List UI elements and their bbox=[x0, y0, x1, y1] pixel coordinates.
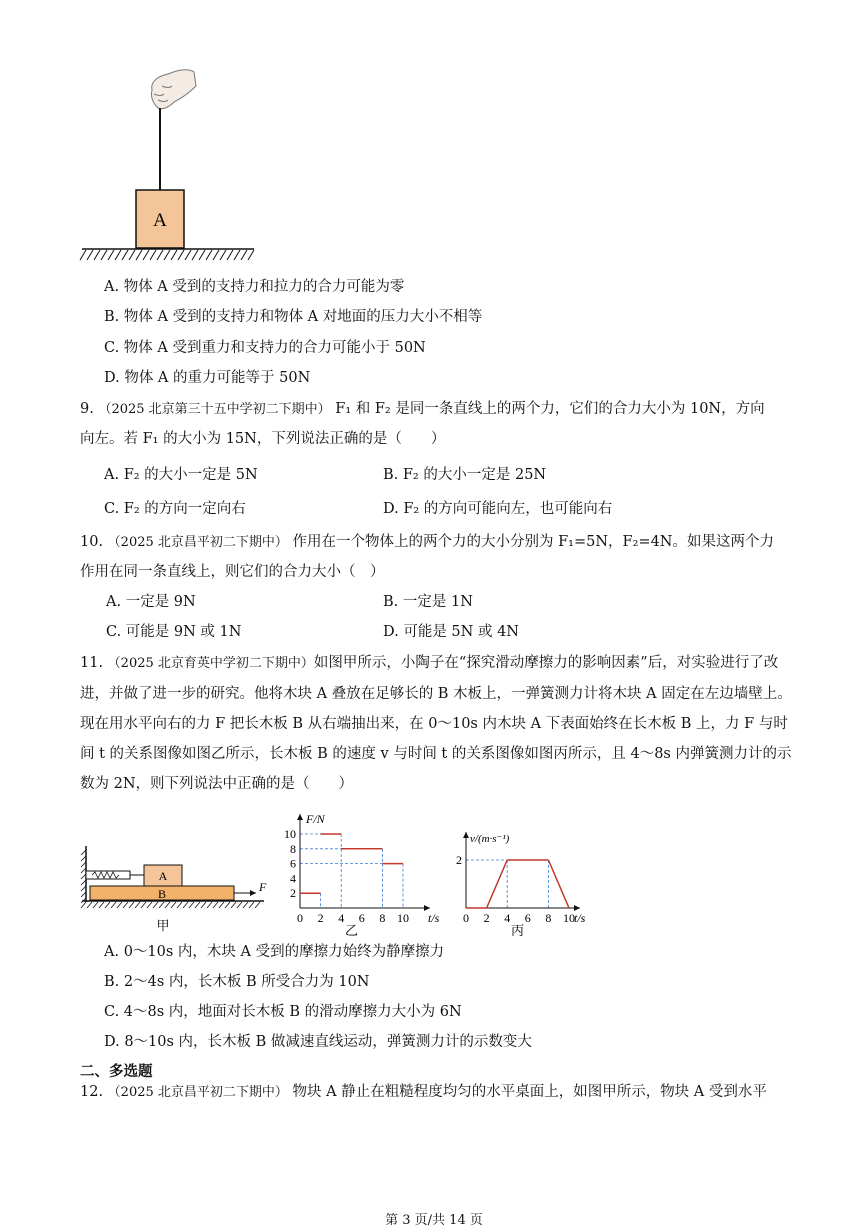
ground-hatch-line bbox=[81, 902, 86, 908]
q12-number: 12. bbox=[80, 1084, 104, 1100]
ground-hatch-line bbox=[225, 902, 230, 908]
hatch-line bbox=[206, 250, 212, 260]
q9-option-b: B. F₂ 的大小一定是 25N bbox=[383, 467, 547, 483]
q11-number: 11. bbox=[80, 655, 104, 671]
ground-hatch-line bbox=[129, 902, 134, 908]
ground-hatch-line bbox=[141, 902, 146, 908]
q9-line1 bbox=[80, 399, 765, 420]
fig-jia-caption: 甲 bbox=[156, 918, 170, 933]
velocity-segment bbox=[487, 860, 508, 908]
ground-hatch-line bbox=[201, 902, 206, 908]
hatch-line bbox=[234, 250, 240, 260]
q9-number: 9. bbox=[80, 401, 94, 417]
ground-hatch-line bbox=[153, 902, 158, 908]
figure-jia bbox=[80, 840, 270, 936]
chart-caption: 丙 bbox=[510, 923, 525, 936]
ground-hatch-line bbox=[213, 902, 218, 908]
block-a-label: A bbox=[153, 210, 167, 231]
hatch-line bbox=[220, 250, 226, 260]
q12-source: （2025 北京昌平初二下期中） bbox=[107, 1085, 288, 1100]
y-tick-label: 10 bbox=[284, 827, 296, 841]
ground-hatch-line bbox=[93, 902, 98, 908]
x-tick-label: 6 bbox=[524, 911, 531, 925]
ground-hatch-line bbox=[135, 902, 140, 908]
ground-hatch-line bbox=[255, 902, 260, 908]
chart-caption: 乙 bbox=[344, 923, 359, 936]
hatch-line bbox=[101, 250, 107, 260]
ground-hatch-line bbox=[177, 902, 182, 908]
x-tick-label: 8 bbox=[545, 911, 552, 925]
q8-option-d: D. 物体 A 的重力可能等于 50N bbox=[104, 370, 311, 386]
ground-hatch-line bbox=[207, 902, 212, 908]
hatch-line bbox=[129, 250, 135, 260]
ground-hatch-line bbox=[219, 902, 224, 908]
ground-hatch-line bbox=[99, 902, 104, 908]
hatch-line bbox=[171, 250, 177, 260]
ground-hatch-line bbox=[195, 902, 200, 908]
ground-hatch-line bbox=[189, 902, 194, 908]
board-b-label: B bbox=[157, 887, 167, 901]
hatch-line bbox=[164, 250, 170, 260]
hand-illustration bbox=[151, 70, 196, 109]
q10-option-d: D. 可能是 5N 或 4N bbox=[383, 624, 519, 640]
q9-line2: 向左。若 F₁ 的大小为 15N，下列说法正确的是（ ） bbox=[80, 431, 446, 447]
hatch-line bbox=[178, 250, 184, 260]
x-tick-label: 6 bbox=[358, 911, 365, 925]
x-tick-label: 2 bbox=[317, 911, 324, 925]
q11-option-b: B. 2～4s 内，长木板 B 所受合力为 10N bbox=[104, 974, 370, 990]
ground-hatch-line bbox=[249, 902, 254, 908]
x-tick-label: 0 bbox=[297, 911, 303, 925]
q11-option-a: A. 0～10s 内，木块 A 受到的摩擦力始终为静摩擦力 bbox=[104, 944, 445, 960]
ground-hatch-line bbox=[165, 902, 170, 908]
hatch-line bbox=[122, 250, 128, 260]
hatch-line bbox=[227, 250, 233, 260]
ground-hatch-line bbox=[237, 902, 242, 908]
hatch-line bbox=[143, 250, 149, 260]
q8-option-c: C. 物体 A 受到重力和支持力的合力可能小于 50N bbox=[104, 340, 426, 356]
hatch-line bbox=[150, 250, 156, 260]
ground-hatch-line bbox=[243, 902, 248, 908]
hatch-line bbox=[199, 250, 205, 260]
y-axis-arrow bbox=[297, 814, 303, 820]
ground-hatch-line bbox=[147, 902, 152, 908]
force-arrowhead bbox=[250, 890, 256, 896]
hatch-line bbox=[115, 250, 121, 260]
q10-stem: 作用在一个物体上的两个力的大小分别为 F₁=5N，F₂=4N。如果这两个力 bbox=[292, 534, 774, 550]
ground-hatch-line bbox=[117, 902, 122, 908]
q10-line1 bbox=[80, 532, 774, 553]
y-tick-label: 6 bbox=[290, 856, 296, 871]
y-tick-label: 2 bbox=[290, 886, 296, 901]
q9-option-d: D. F₂ 的方向可能向左，也可能向右 bbox=[383, 501, 613, 517]
q11-stem bbox=[80, 648, 796, 799]
q10-option-a: A. 一定是 9N bbox=[106, 594, 196, 610]
jia-ground-hatch bbox=[81, 902, 260, 908]
hatch-line bbox=[87, 250, 93, 260]
ground-hatch bbox=[80, 250, 254, 260]
chart-yi bbox=[280, 808, 445, 936]
y-axis-label: v/(m·s⁻¹) bbox=[470, 833, 510, 845]
x-tick-label: 4 bbox=[504, 911, 511, 925]
x-tick-label: 10 bbox=[397, 911, 409, 925]
q9-source: （2025 北京第三十五中学初二下期中） bbox=[98, 402, 331, 417]
q11-source: （2025 北京育英中学初二下期中） bbox=[107, 656, 314, 671]
hatch-line bbox=[136, 250, 142, 260]
x-axis-label: t/s bbox=[574, 911, 586, 925]
hatch-line bbox=[192, 250, 198, 260]
y-tick-label: 2 bbox=[456, 853, 462, 867]
hatch-line bbox=[94, 250, 100, 260]
q9-option-c: C. F₂ 的方向一定向右 bbox=[104, 501, 246, 517]
block-a-jia-label: A bbox=[158, 869, 168, 883]
q12-line1 bbox=[80, 1082, 767, 1103]
figure-hand-block bbox=[78, 64, 258, 270]
q11-option-d: D. 8～10s 内，长木板 B 做减速直线运动，弹簧测力计的示数变大 bbox=[104, 1034, 532, 1050]
hatch-line bbox=[213, 250, 219, 260]
ground-hatch-line bbox=[111, 902, 116, 908]
hatch-line bbox=[248, 250, 254, 260]
q8-option-b: B. 物体 A 受到的支持力和物体 A 对地面的压力大小不相等 bbox=[104, 309, 483, 325]
y-tick-label: 4 bbox=[290, 871, 296, 886]
hatch-line bbox=[241, 250, 247, 260]
spring-scale bbox=[86, 871, 130, 879]
q10-line2: 作用在同一条直线上，则它们的合力大小（ ） bbox=[80, 564, 385, 580]
q9-option-a: A. F₂ 的大小一定是 5N bbox=[104, 467, 258, 483]
q11-text: 如图甲所示，小陶子在“探究滑动摩擦力的影响因素”后，对实验进行了改进，并做了进一步的研究。他将木块 A 叠放在足够长的 B 木板上，一弹簧测力计将木块 A 固定在左边墙壁上。现在用水平向右的力 F 把长木板 B 从右端抽出来，在 0～10s 内木块 A 下表面始终在长木板 B 上，力 F 与时间 t 的关系图像如图乙所示，长木板 B 的速度 v 与时间 t 的关系图像如图丙所示，且 4～8s 内弹簧测力计的示数为 2N，则下列说法中正确的是（ ） bbox=[80, 655, 792, 792]
ground-hatch-line bbox=[159, 902, 164, 908]
y-tick-label: 8 bbox=[290, 841, 296, 856]
ground-hatch-line bbox=[105, 902, 110, 908]
ground-hatch-line bbox=[123, 902, 128, 908]
x-axis-label: t/s bbox=[428, 911, 440, 925]
x-tick-label: 4 bbox=[338, 911, 345, 925]
hatch-line bbox=[80, 250, 86, 260]
hatch-line bbox=[108, 250, 114, 260]
x-tick-label: 8 bbox=[379, 911, 386, 925]
x-tick-label: 2 bbox=[483, 911, 490, 925]
velocity-segment bbox=[548, 860, 569, 908]
q10-source: （2025 北京昌平初二下期中） bbox=[107, 535, 288, 550]
ground-hatch-line bbox=[171, 902, 176, 908]
q8-option-a: A. 物体 A 受到的支持力和拉力的合力可能为零 bbox=[104, 279, 405, 295]
y-axis-label: F/N bbox=[306, 812, 325, 826]
q12-stem: 物块 A 静止在粗糙程度均匀的水平桌面上，如图甲所示，物块 A 受到水平 bbox=[292, 1084, 767, 1100]
q10-number: 10. bbox=[80, 534, 104, 550]
q10-option-b: B. 一定是 1N bbox=[383, 594, 473, 610]
q10-option-c: C. 可能是 9N 或 1N bbox=[106, 624, 242, 640]
q11-option-c: C. 4～8s 内，地面对长木板 B 的滑动摩擦力大小为 6N bbox=[104, 1004, 462, 1020]
page-footer: 第 3 页/共 14 页 bbox=[385, 1213, 483, 1228]
hatch-line bbox=[157, 250, 163, 260]
ground-hatch-line bbox=[87, 902, 92, 908]
x-tick-label: 10 bbox=[563, 911, 575, 925]
ground-hatch-line bbox=[231, 902, 236, 908]
x-tick-label: 0 bbox=[463, 911, 469, 925]
y-axis-arrow bbox=[463, 832, 469, 838]
q9-stem: F₁ 和 F₂ 是同一条直线上的两个力，它们的合力大小为 10N，方向 bbox=[335, 401, 765, 417]
chart-bing bbox=[450, 828, 590, 936]
section-title-multiple-choice: 二、多选题 bbox=[80, 1063, 153, 1080]
force-label: F bbox=[259, 880, 267, 894]
ground-hatch-line bbox=[183, 902, 188, 908]
hatch-line bbox=[185, 250, 191, 260]
